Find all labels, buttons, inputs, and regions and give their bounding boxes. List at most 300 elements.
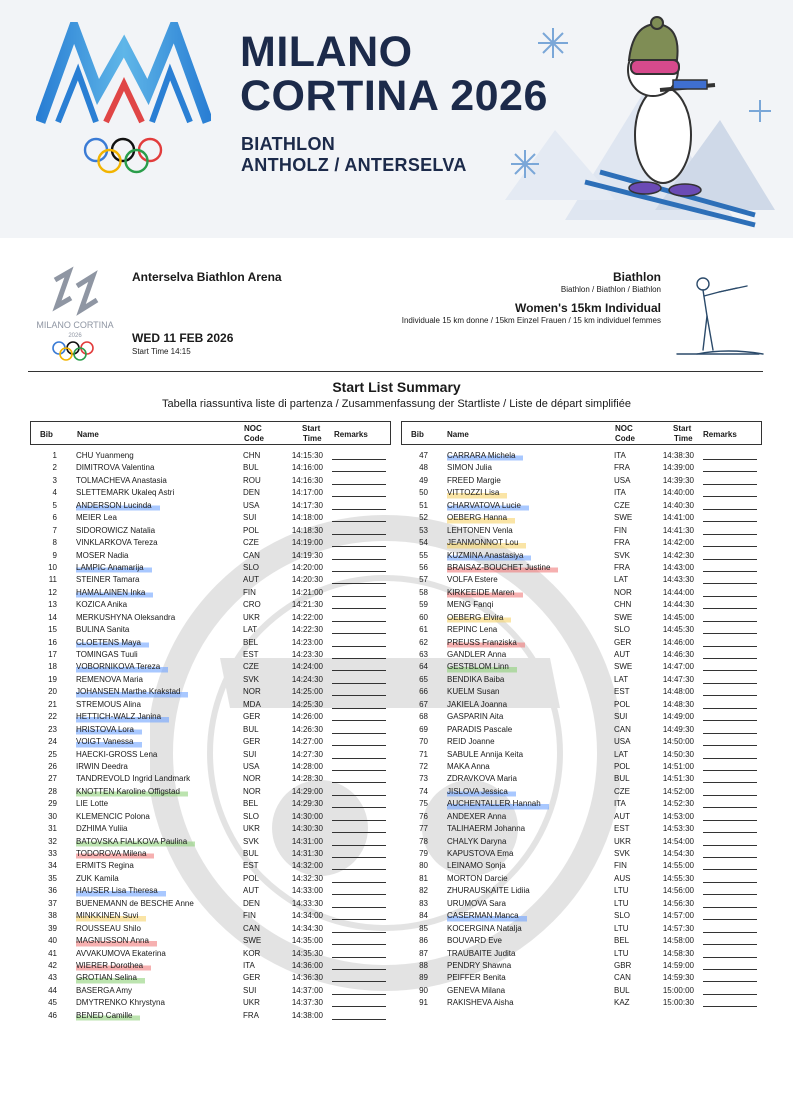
- remarks-line: [332, 646, 386, 647]
- remarks-line: [703, 521, 757, 522]
- table-row: [401, 537, 762, 549]
- col-time-header-2: Time: [303, 434, 322, 443]
- bib-number: 42: [48, 960, 57, 970]
- athlete-name: TOMINGAS Tuuli: [76, 650, 138, 659]
- bib-number: 48: [419, 463, 428, 473]
- remarks-line: [703, 670, 757, 671]
- table-header-left: [30, 421, 391, 445]
- table-row: [30, 749, 391, 761]
- athlete-name: PARADIS Pascale: [447, 724, 513, 734]
- athlete-name: BRAISAZ-BOUCHET Justine: [447, 562, 558, 574]
- athlete-name: VOIGT Vanessa: [76, 736, 142, 748]
- start-time: 14:17:30: [291, 500, 323, 510]
- remarks-line: [703, 596, 757, 597]
- remarks-line: [703, 571, 757, 572]
- bib-number: 47: [419, 451, 428, 460]
- athlete-name: OEBERG Hanna: [447, 512, 515, 524]
- bib-number: 80: [419, 861, 428, 871]
- noc-code: CAN: [243, 550, 260, 560]
- athlete-name: SIMON Julia: [447, 463, 492, 473]
- athlete-name: AVVAKUMOVA Ekaterina: [76, 948, 166, 958]
- athlete-name: CHU Yuanmeng: [76, 451, 134, 460]
- noc-code: FRA: [614, 463, 630, 473]
- bib-number: 60: [419, 612, 428, 622]
- start-time: 14:38:30: [662, 451, 694, 460]
- table-row: [401, 550, 762, 562]
- table-row: [30, 873, 391, 885]
- bib-number: 31: [48, 824, 57, 834]
- bib-number: 62: [419, 637, 428, 647]
- bib-number: 77: [419, 824, 428, 834]
- start-time: 14:59:00: [662, 960, 694, 970]
- start-time: 14:32:00: [291, 861, 323, 871]
- athlete-name: REMENOVA Maria: [76, 674, 143, 684]
- noc-code: GER: [243, 712, 261, 722]
- bib-number: 27: [48, 774, 57, 784]
- venue-name: Anterselva Biathlon Arena: [132, 270, 282, 284]
- athlete-name: VOLFA Estere: [447, 575, 498, 585]
- athlete-name: VOBORNIKOVA Tereza: [76, 661, 168, 673]
- athlete-name: SABULE Annija Keita: [447, 749, 524, 759]
- noc-code: SLO: [243, 811, 260, 821]
- start-time: 14:19:30: [291, 550, 323, 560]
- start-time: 14:36:00: [291, 960, 323, 970]
- bib-number: 88: [419, 960, 428, 970]
- bib-number: 37: [48, 898, 57, 908]
- table-row: [30, 960, 391, 972]
- noc-code: CAN: [243, 923, 260, 933]
- table-row: [30, 450, 391, 462]
- athlete-name: KOZICA Anika: [76, 600, 128, 610]
- remarks-line: [332, 932, 386, 933]
- noc-code: LTU: [614, 923, 629, 933]
- noc-code: AUT: [243, 575, 259, 585]
- athlete-name: BUENEMANN de BESCHE Anne: [76, 898, 194, 908]
- noc-code: EST: [614, 824, 630, 834]
- athlete-name: DIMITROVA Valentina: [76, 463, 155, 473]
- table-row: [401, 749, 762, 761]
- bib-number: 43: [48, 973, 57, 983]
- athlete-name: TODOROVA Milena: [76, 848, 154, 860]
- start-time: 14:47:00: [662, 662, 694, 672]
- remarks-line: [703, 758, 757, 759]
- noc-code: ITA: [614, 488, 626, 498]
- remarks-line: [332, 882, 386, 883]
- start-time: 14:47:30: [662, 674, 694, 684]
- table-row: [401, 811, 762, 823]
- athlete-name: SIDOROWICZ Natalia: [76, 525, 156, 535]
- bib-number: 20: [48, 687, 57, 697]
- start-time: 14:48:00: [662, 687, 694, 697]
- bib-number: 89: [419, 973, 428, 983]
- remarks-line: [332, 621, 386, 622]
- table-row: [30, 910, 391, 922]
- table-row: [401, 848, 762, 860]
- remarks-line: [703, 459, 757, 460]
- remarks-line: [332, 720, 386, 721]
- remarks-line: [332, 869, 386, 870]
- noc-code: DEN: [243, 898, 260, 908]
- athlete-name: ANDERSON Lucinda: [76, 500, 160, 512]
- start-time: 14:20:00: [291, 562, 323, 572]
- noc-code: EST: [243, 861, 259, 871]
- remarks-line: [703, 782, 757, 783]
- athlete-name: KNOTTEN Karoline Offigstad: [76, 786, 188, 798]
- athlete-name: TOLMACHEVA Anastasia: [76, 475, 167, 485]
- start-time: 14:46:00: [662, 637, 694, 647]
- start-time: 14:52:00: [662, 786, 694, 796]
- start-time: 14:48:30: [662, 699, 694, 709]
- start-time: 14:43:30: [662, 575, 694, 585]
- start-time: 14:44:00: [662, 587, 694, 597]
- remarks-line: [703, 583, 757, 584]
- bib-number: 75: [419, 799, 428, 809]
- remarks-line: [703, 484, 757, 485]
- noc-code: FRA: [614, 562, 630, 572]
- remarks-line: [332, 608, 386, 609]
- bib-number: 13: [48, 600, 57, 610]
- athlete-name: LEINAMO Sonja: [447, 861, 506, 871]
- bib-number: 17: [48, 650, 57, 659]
- table-row: [30, 885, 391, 897]
- table-row: [401, 487, 762, 499]
- bib-number: 63: [419, 650, 428, 659]
- table-row: [30, 475, 391, 487]
- noc-code: GER: [243, 973, 261, 983]
- remarks-line: [703, 1006, 757, 1007]
- start-time: 14:41:00: [662, 513, 694, 523]
- athlete-name: GROTIAN Selina: [76, 972, 145, 984]
- bib-number: 7: [52, 525, 57, 535]
- table-row: [30, 848, 391, 860]
- start-time: 14:58:30: [662, 948, 694, 958]
- banner-subtitle: [241, 134, 467, 176]
- col-noc-header-2: Code: [244, 434, 264, 443]
- start-time: 14:21:00: [291, 587, 323, 597]
- remarks-line: [332, 534, 386, 535]
- remarks-line: [332, 571, 386, 572]
- noc-code: LAT: [614, 575, 629, 585]
- start-time: 14:50:30: [662, 749, 694, 759]
- athlete-name: BATOVSKA FIALKOVA Paulina: [76, 836, 195, 848]
- table-row: [30, 898, 391, 910]
- table-row: [401, 935, 762, 947]
- table-row: [30, 935, 391, 947]
- remarks-line: [703, 683, 757, 684]
- start-time: 14:56:00: [662, 886, 694, 896]
- remarks-line: [703, 646, 757, 647]
- remarks-line: [332, 969, 386, 970]
- remarks-line: [703, 994, 757, 995]
- athlete-name: MOSER Nadia: [76, 550, 129, 560]
- noc-code: AUT: [243, 886, 259, 896]
- bib-number: 21: [48, 699, 57, 709]
- athlete-name: BASERGA Amy: [76, 985, 133, 995]
- bib-number: 30: [48, 811, 57, 821]
- remarks-line: [332, 857, 386, 858]
- athlete-name: LIE Lotte: [76, 799, 109, 809]
- noc-code: USA: [243, 500, 260, 510]
- bib-number: 3: [52, 475, 57, 485]
- bib-number: 24: [48, 737, 57, 747]
- bib-number: 83: [419, 898, 428, 908]
- remarks-line: [332, 981, 386, 982]
- bib-number: 58: [419, 587, 428, 597]
- table-row: [30, 500, 391, 512]
- table-row: [30, 637, 391, 649]
- bib-number: 76: [419, 811, 428, 821]
- start-time: 14:22:00: [291, 612, 323, 622]
- bib-number: 11: [48, 575, 57, 585]
- table-row: [401, 823, 762, 835]
- remarks-line: [332, 795, 386, 796]
- athlete-name: TALIHAERM Johanna: [447, 824, 526, 834]
- remarks-line: [703, 496, 757, 497]
- noc-code: EST: [243, 650, 259, 659]
- start-time: 14:34:30: [291, 923, 323, 933]
- bib-number: 39: [48, 923, 57, 933]
- noc-code: ITA: [243, 960, 255, 970]
- start-time: 14:42:00: [662, 538, 694, 548]
- col-bib-header: Bib: [411, 430, 424, 439]
- noc-code: USA: [614, 475, 631, 485]
- event-translations: Individuale 15 km donne / 15km Einzel Frauen / 15 km individuel femmes: [401, 316, 661, 325]
- noc-code: LAT: [614, 674, 629, 684]
- start-time: 14:57:30: [662, 923, 694, 933]
- hdr-logo-year: 2026: [68, 333, 82, 339]
- noc-code: BEL: [243, 799, 259, 809]
- start-time: 14:31:30: [291, 849, 323, 858]
- noc-code: BUL: [243, 724, 259, 734]
- noc-code: FIN: [243, 911, 256, 921]
- remarks-line: [703, 720, 757, 721]
- athlete-name: JISLOVA Jessica: [447, 786, 516, 798]
- athlete-name: KOCERGINA Natalja: [447, 923, 522, 933]
- table-row: [401, 475, 762, 487]
- athlete-name: MAKA Anna: [447, 761, 490, 771]
- noc-code: ROU: [243, 475, 261, 485]
- bib-number: 59: [419, 600, 428, 610]
- noc-code: GER: [614, 637, 632, 647]
- athlete-name: ROUSSEAU Shilo: [76, 923, 141, 933]
- table-row: [401, 923, 762, 935]
- table-row: [401, 661, 762, 673]
- noc-code: SWE: [614, 513, 633, 523]
- table-row: [30, 997, 391, 1009]
- table-row: [30, 948, 391, 960]
- athlete-name: BENED Camille: [76, 1010, 140, 1022]
- bib-number: 55: [419, 550, 428, 560]
- bib-number: 41: [48, 948, 57, 958]
- athlete-name: PENDRY Shawna: [447, 960, 512, 970]
- bib-number: 68: [419, 712, 428, 722]
- noc-code: SWE: [243, 936, 262, 946]
- table-row: [30, 736, 391, 748]
- start-time: 14:51:30: [662, 774, 694, 784]
- remarks-line: [703, 695, 757, 696]
- remarks-line: [332, 559, 386, 560]
- bib-number: 82: [419, 886, 428, 896]
- noc-code: POL: [243, 525, 260, 535]
- table-row: [30, 587, 391, 599]
- start-time: 14:35:00: [291, 936, 323, 946]
- col-name-header: Name: [77, 430, 99, 439]
- biathlon-pictogram-icon: [667, 270, 767, 362]
- start-time: 14:34:00: [291, 911, 323, 921]
- bib-number: 85: [419, 923, 428, 933]
- start-time: 14:32:30: [291, 873, 323, 883]
- remarks-line: [703, 919, 757, 920]
- start-time: 14:53:00: [662, 811, 694, 821]
- start-time: 14:50:00: [662, 737, 694, 747]
- noc-code: ITA: [614, 799, 626, 809]
- table-row: [30, 923, 391, 935]
- bib-number: 22: [48, 712, 57, 722]
- noc-code: SUI: [243, 749, 257, 759]
- bib-number: 2: [52, 463, 57, 473]
- athlete-name: LAMPIC Anamarija: [76, 562, 152, 574]
- noc-code: UKR: [243, 612, 260, 622]
- athlete-name: MAGNUSSON Anna: [76, 935, 157, 947]
- remarks-line: [332, 994, 386, 995]
- start-time: 14:55:30: [662, 873, 694, 883]
- bib-number: 53: [419, 525, 428, 535]
- table-row: [30, 972, 391, 984]
- noc-code: AUS: [614, 873, 631, 883]
- table-row: [30, 574, 391, 586]
- noc-code: BEL: [614, 936, 630, 946]
- noc-code: POL: [614, 761, 631, 771]
- start-time: 14:49:00: [662, 712, 694, 722]
- remarks-line: [703, 559, 757, 560]
- start-time: 14:37:00: [291, 985, 323, 995]
- table-row: [30, 525, 391, 537]
- start-time: 14:21:30: [291, 600, 323, 610]
- athlete-name: HAMALAINEN Inka: [76, 587, 153, 599]
- table-row: [401, 860, 762, 872]
- start-time: 14:58:00: [662, 936, 694, 946]
- remarks-line: [703, 869, 757, 870]
- bib-number: 4: [52, 488, 57, 498]
- event-banner: [0, 0, 793, 238]
- start-time: 14:59:30: [662, 973, 694, 983]
- bib-number: 52: [419, 513, 428, 523]
- remarks-line: [703, 534, 757, 535]
- remarks-line: [703, 733, 757, 734]
- noc-code: SVK: [614, 849, 631, 858]
- remarks-line: [703, 633, 757, 634]
- remarks-line: [703, 471, 757, 472]
- athlete-name: MEIER Lea: [76, 513, 117, 523]
- table-row: [401, 773, 762, 785]
- remarks-line: [332, 820, 386, 821]
- bib-number: 67: [419, 699, 428, 709]
- bib-number: 71: [419, 749, 428, 759]
- table-row: [401, 997, 762, 1009]
- athlete-name: MERKUSHYNA Oleksandra: [76, 612, 176, 622]
- start-time: 14:35:30: [291, 948, 323, 958]
- remarks-line: [332, 807, 386, 808]
- bib-number: 12: [48, 587, 57, 597]
- table-row: [401, 786, 762, 798]
- athlete-name: ZHURAUSKAITE Lidiia: [447, 886, 530, 896]
- start-time: 14:17:00: [291, 488, 323, 498]
- remarks-line: [332, 596, 386, 597]
- table-row: [401, 649, 762, 661]
- athlete-name: CASERMAN Manca: [447, 910, 527, 922]
- remarks-line: [332, 733, 386, 734]
- athlete-name: REID Joanne: [447, 737, 495, 747]
- bib-number: 40: [48, 936, 57, 946]
- athlete-name: KIRKEEIDE Maren: [447, 587, 523, 599]
- table-row: [401, 450, 762, 462]
- bib-number: 15: [48, 625, 57, 635]
- bib-number: 57: [419, 575, 428, 585]
- athlete-name: AUCHENTALLER Hannah: [447, 798, 549, 810]
- athlete-name: STEINER Tamara: [76, 575, 140, 585]
- start-time: 14:18:00: [291, 513, 323, 523]
- table-row: [401, 637, 762, 649]
- remarks-line: [332, 521, 386, 522]
- bib-number: 86: [419, 936, 428, 946]
- table-row: [30, 674, 391, 686]
- banner-title: [240, 30, 548, 118]
- remarks-line: [332, 944, 386, 945]
- start-time: 14:28:30: [291, 774, 323, 784]
- table-row: [401, 462, 762, 474]
- noc-code: FIN: [243, 587, 256, 597]
- start-time: 14:45:30: [662, 625, 694, 635]
- bib-number: 19: [48, 674, 57, 684]
- bib-number: 50: [419, 488, 428, 498]
- noc-code: CZE: [243, 538, 259, 548]
- athlete-name: GENEVA Milana: [447, 985, 506, 995]
- start-time: 14:40:30: [662, 500, 694, 510]
- athlete-name: FREED Margie: [447, 475, 501, 485]
- remarks-line: [332, 758, 386, 759]
- remarks-line: [332, 745, 386, 746]
- bib-number: 54: [419, 538, 428, 548]
- remarks-line: [703, 932, 757, 933]
- remarks-line: [703, 857, 757, 858]
- noc-code: UKR: [243, 998, 260, 1008]
- banner-title-line1: MILANO: [240, 28, 413, 76]
- table-row: [30, 550, 391, 562]
- start-time: 14:20:30: [291, 575, 323, 585]
- start-time: 14:36:30: [291, 973, 323, 983]
- bib-number: 33: [48, 849, 57, 858]
- bib-number: 25: [48, 749, 57, 759]
- table-row: [30, 537, 391, 549]
- remarks-line: [332, 770, 386, 771]
- athlete-name: RAKISHEVA Aisha: [447, 998, 514, 1008]
- noc-code: CHN: [243, 451, 261, 460]
- start-list-left-column: [30, 421, 391, 1022]
- start-time: 14:54:30: [662, 849, 694, 858]
- athlete-name: BENDIKA Baiba: [447, 674, 505, 684]
- noc-code: USA: [614, 737, 631, 747]
- athlete-name: TRAUBAITE Judita: [447, 948, 516, 958]
- remarks-line: [703, 820, 757, 821]
- remarks-line: [703, 894, 757, 895]
- start-time: 14:27:30: [291, 749, 323, 759]
- bib-number: 45: [48, 998, 57, 1008]
- athlete-name: SLETTEMARK Ukaleq Astri: [76, 488, 175, 498]
- athlete-name: IRWIN Deedra: [76, 761, 128, 771]
- start-time: 14:41:30: [662, 525, 694, 535]
- noc-code: BUL: [614, 985, 630, 995]
- noc-code: SVK: [614, 550, 631, 560]
